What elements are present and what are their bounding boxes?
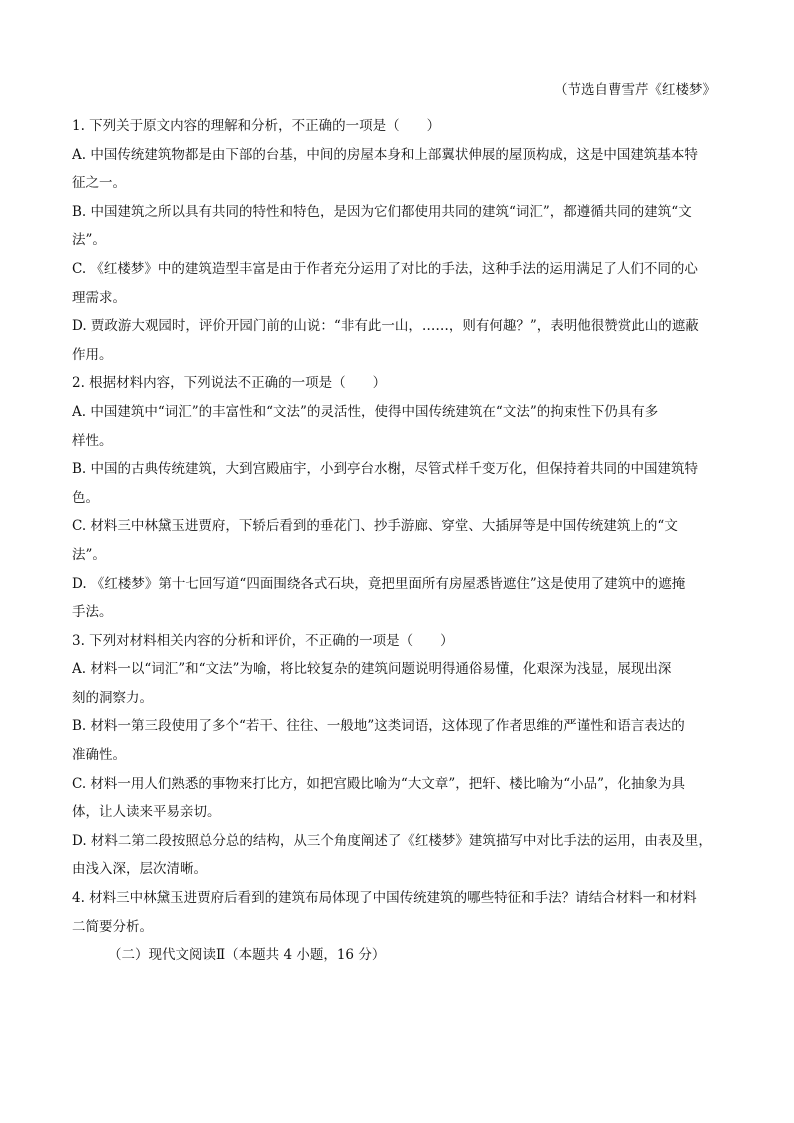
question-1-option-a: A. 中国传统建筑物都是由下部的台基，中间的房屋本身和上部翼状伸展的屋顶构成，这是中国建筑基本特 bbox=[72, 146, 698, 163]
question-2-option-c: C. 材料三中林黛玉进贾府，下轿后看到的垂花门、抄手游廊、穿堂、大插屏等是中国传统建筑上的“文 bbox=[72, 518, 678, 535]
question-1-option-a-cont: 征之一。 bbox=[72, 175, 126, 192]
question-1-option-d-cont: 作用。 bbox=[72, 346, 113, 363]
source-citation: （节选自曹雪芹《红楼梦》 bbox=[554, 82, 716, 98]
question-3-option-c-cont: 体，让人读来平易亲切。 bbox=[72, 804, 221, 821]
question-3-option-b-cont: 准确性。 bbox=[72, 747, 126, 764]
question-3-option-a-cont: 刻的洞察力。 bbox=[72, 689, 153, 706]
question-1-option-b: B. 中国建筑之所以具有共同的特性和特色，是因为它们都使用共同的建筑“词汇”，都遵循共同的建筑“文 bbox=[72, 203, 692, 220]
question-3-stem: 3. 下列对材料相关内容的分析和评价，不正确的一项是（ ） bbox=[72, 632, 454, 649]
question-2-option-d: D. 《红楼梦》第十七回写道“四面围绕各式石块，竟把里面所有房屋悉皆遮住”这是使用了建筑中的遮掩 bbox=[72, 575, 686, 592]
question-1-option-c-cont: 理需求。 bbox=[72, 289, 126, 306]
question-4-stem: 4. 材料三中林黛玉进贾府后看到的建筑布局体现了中国传统建筑的哪些特征和手法？请结合材料一和材料 bbox=[72, 890, 697, 907]
question-3-option-a: A. 材料一以“词汇”和“文法”为喻，将比较复杂的建筑问题说明得通俗易懂，化艰深为浅显，展现出深 bbox=[72, 661, 672, 678]
question-2-stem: 2. 根据材料内容，下列说法不正确的一项是（ ） bbox=[72, 375, 387, 392]
question-1-option-b-cont: 法”。 bbox=[72, 232, 106, 249]
question-1-stem: 1. 下列关于原文内容的理解和分析，不正确的一项是（ ） bbox=[72, 118, 441, 134]
question-3-option-d: D. 材料二第二段按照总分总的结构，从三个角度阐述了《红楼梦》建筑描写中对比手法的运用，由表及里， bbox=[72, 832, 712, 849]
question-3-option-c: C. 材料一用人们熟悉的事物来打比方，如把宫殿比喻为“大文章”，把轩、楼比喻为“小品”，化抽象为具 bbox=[72, 775, 686, 792]
question-2-option-b: B. 中国的古典传统建筑，大到宫殿庙宇，小到亭台水榭，尽管式样千变万化，但保持着共同的中国建筑特 bbox=[72, 461, 699, 478]
question-3-option-d-cont: 由浅入深，层次清晰。 bbox=[72, 861, 207, 878]
question-4-stem-cont: 二简要分析。 bbox=[72, 918, 153, 935]
question-2-option-a-cont: 样性。 bbox=[72, 432, 113, 449]
question-2-option-a: A. 中国建筑中“词汇”的丰富性和“文法”的灵活性，使得中国传统建筑在“文法”的拘束性下仍具有多 bbox=[72, 403, 659, 420]
question-1-option-c: C. 《红楼梦》中的建筑造型丰富是由于作者充分运用了对比的手法，这种手法的运用满足了人们不同的心 bbox=[72, 260, 698, 277]
question-2-option-b-cont: 色。 bbox=[72, 489, 99, 506]
section-heading: （二）现代文阅读Ⅱ（本题共 4 小题，16 分） bbox=[108, 947, 386, 964]
question-2-option-c-cont: 法”。 bbox=[72, 546, 106, 563]
questions-body bbox=[72, 112, 722, 970]
question-3-option-b: B. 材料一第三段使用了多个“若干、往往、一般地”这类词语，这体现了作者思维的严谨性和语言表达的 bbox=[72, 718, 685, 735]
question-1-option-d: D. 贾政游大观园时，评价开园门前的山说：“非有此一山，……，则有何趣？”，表明他很赞赏此山的遮蔽 bbox=[72, 318, 699, 335]
question-2-option-d-cont: 手法。 bbox=[72, 604, 113, 621]
